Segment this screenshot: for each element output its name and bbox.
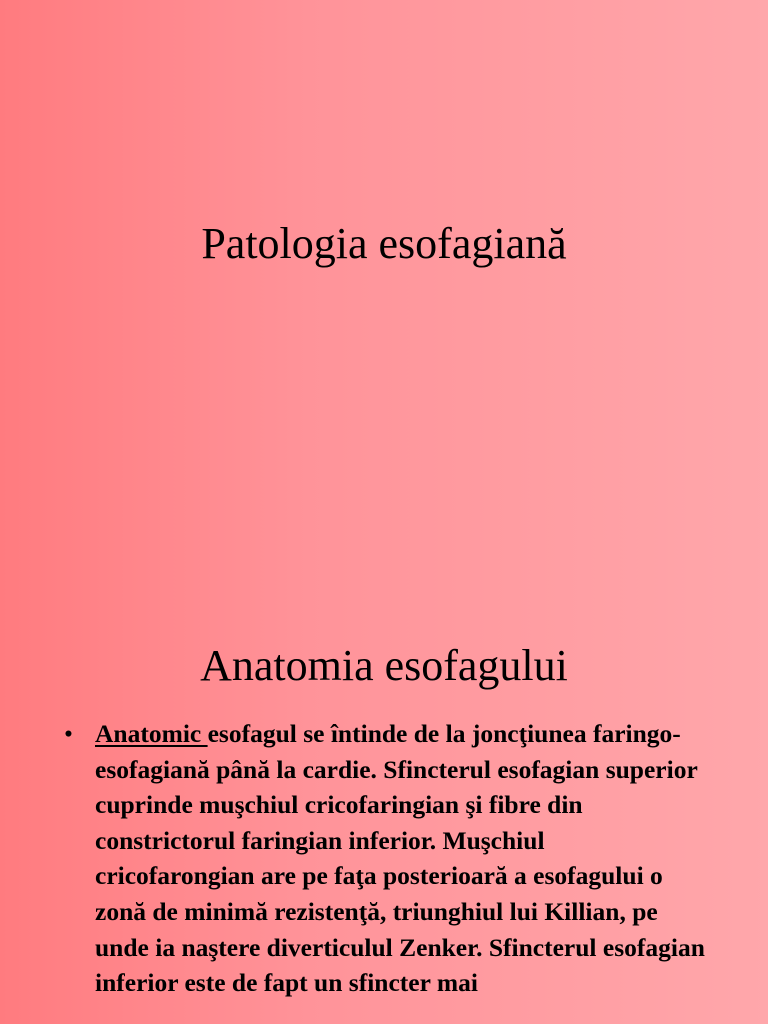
presentation-title: Patologia esofagiană <box>201 219 567 268</box>
bullet-item <box>60 716 710 1001</box>
slide-heading: Anatomia esofagului <box>200 641 568 690</box>
slide-anatomy <box>0 576 768 1024</box>
bullet-marker: • <box>64 719 73 748</box>
bullet-term: Anatomic <box>95 719 208 748</box>
bullet-list <box>60 716 710 1001</box>
bullet-text: esofagul se întinde de la joncţiunea faringo-esofagiană până la cardie. Sfincterul esofagian superior cuprinde muşchiul cricofaringian şi fibre din constrictorul faringian inferior. Muşchiul cricofarongian are pe faţa posterioară a esofagului o zonă de minimă rezistenţă, triunghiul lui Killian, pe unde ia naştere diverticulul Zenker. Sfincterul esofagian inferior este de fapt un sfincter mai <box>95 719 705 998</box>
